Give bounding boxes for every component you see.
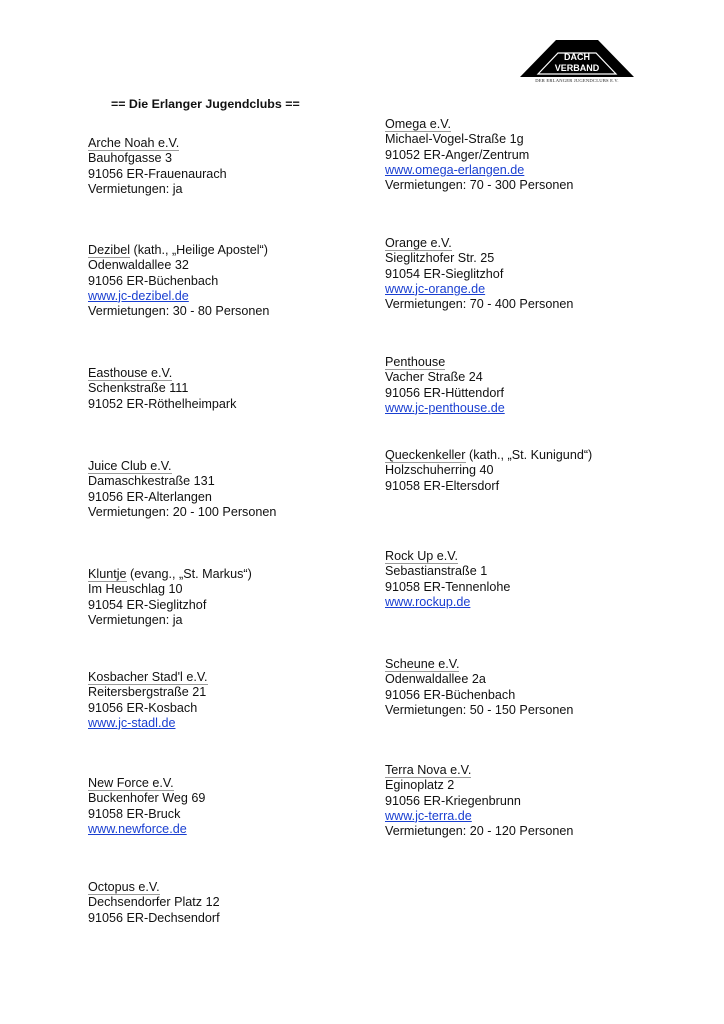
club-name: Arche Noah e.V.	[88, 136, 180, 150]
club-rental: Vermietungen: 30 - 80 Personen	[88, 304, 270, 319]
club-rental: Vermietungen: 20 - 100 Personen	[88, 504, 277, 519]
club-entry-octopus	[88, 880, 220, 926]
club-affiliation: (kath., „St. Kunigund“)	[465, 448, 593, 462]
club-rental: Vermietungen: 20 - 120 Personen	[385, 824, 574, 839]
club-city: 91058 ER-Bruck	[88, 806, 181, 821]
club-entry-rock-up	[385, 549, 510, 610]
page-heading: == Die Erlanger Jugendclubs ==	[111, 97, 300, 111]
club-name: Rock Up e.V.	[385, 549, 459, 563]
club-website-link[interactable]: www.jc-terra.de	[385, 808, 472, 823]
club-address: Dechsendorfer Platz 12	[88, 895, 220, 910]
club-address: Reitersbergstraße 21	[88, 685, 207, 700]
club-address: Sieglitzhofer Str. 25	[385, 251, 495, 266]
club-name: Dezibel	[88, 243, 130, 257]
club-name: Easthouse e.V.	[88, 366, 173, 380]
club-entry-dezibel	[88, 243, 269, 319]
club-address: Schenkstraße 111	[88, 381, 189, 396]
club-address: Holzschuherring 40	[385, 463, 494, 478]
club-entry-penthouse	[385, 355, 505, 416]
club-entry-kosbacher-stadl	[88, 670, 208, 731]
club-city: 91056 ER-Büchenbach	[385, 687, 516, 702]
roof-logo-icon	[518, 38, 636, 78]
club-city: 91056 ER-Büchenbach	[88, 273, 219, 288]
club-city: 91052 ER-Anger/Zentrum	[385, 147, 530, 162]
club-city: 91056 ER-Alterlangen	[88, 489, 212, 504]
club-name: Kosbacher Stad'l e.V.	[88, 670, 208, 684]
club-name: Orange e.V.	[385, 236, 452, 250]
club-name: Penthouse	[385, 355, 446, 369]
club-city: 91054 ER-Sieglitzhof	[88, 597, 207, 612]
club-entry-scheune	[385, 657, 573, 718]
club-affiliation: (kath., „Heilige Apostel“)	[130, 243, 268, 257]
club-name: Omega e.V.	[385, 117, 452, 131]
club-city: 91052 ER-Röthelheimpark	[88, 396, 237, 411]
club-address: Im Heuschlag 10	[88, 582, 183, 597]
club-city: 91054 ER-Sieglitzhof	[385, 266, 504, 281]
club-rental: Vermietungen: ja	[88, 181, 183, 196]
club-website-link[interactable]: www.jc-orange.de	[385, 281, 486, 296]
club-name: Terra Nova e.V.	[385, 763, 472, 777]
club-rental: Vermietungen: 50 - 150 Personen	[385, 702, 574, 717]
club-address: Bauhofgasse 3	[88, 151, 173, 166]
club-address: Vacher Straße 24	[385, 370, 483, 385]
club-city: 91056 ER-Frauenaurach	[88, 166, 227, 181]
club-website-link[interactable]: www.rockup.de	[385, 594, 471, 609]
club-website-link[interactable]: www.omega-erlangen.de	[385, 162, 525, 177]
club-entry-orange	[385, 236, 573, 312]
club-rental: Vermietungen: ja	[88, 612, 183, 627]
club-address: Odenwaldallee 2a	[385, 672, 486, 687]
club-address: Eginoplatz 2	[385, 778, 455, 793]
club-website-link[interactable]: www.jc-stadl.de	[88, 715, 176, 730]
club-address: Sebastianstraße 1	[385, 564, 488, 579]
logo-line2: VERBAND	[554, 63, 600, 73]
club-address: Damaschkestraße 131	[88, 474, 215, 489]
club-city: 91056 ER-Kosbach	[88, 700, 198, 715]
club-city: 91056 ER-Dechsendorf	[88, 910, 220, 925]
club-name: Juice Club e.V.	[88, 459, 172, 473]
club-address: Buckenhofer Weg 69	[88, 791, 206, 806]
club-city: 91058 ER-Eltersdorf	[385, 478, 500, 493]
club-name: Octopus e.V.	[88, 880, 160, 894]
club-city: 91058 ER-Tennenlohe	[385, 579, 511, 594]
club-entry-omega	[385, 117, 573, 193]
club-website-link[interactable]: www.jc-dezibel.de	[88, 288, 189, 303]
club-website-link[interactable]: www.newforce.de	[88, 821, 187, 836]
club-address: Odenwaldallee 32	[88, 258, 189, 273]
club-affiliation: (evang., „St. Markus“)	[126, 567, 252, 581]
logo-subtitle: DER ERLANGER JUGENDCLUBS E.V.	[535, 78, 619, 83]
club-rental: Vermietungen: 70 - 300 Personen	[385, 178, 574, 193]
club-entry-new-force	[88, 776, 205, 837]
club-entry-kluntje	[88, 567, 252, 628]
club-city: 91056 ER-Kriegenbrunn	[385, 793, 521, 808]
club-city: 91056 ER-Hüttendorf	[385, 385, 505, 400]
club-name: Kluntje	[88, 567, 127, 581]
club-name: Queckenkeller	[385, 448, 466, 462]
club-entry-terra-nova	[385, 763, 573, 839]
club-entry-arche-noah	[88, 136, 227, 197]
logo-line1: DACH	[564, 52, 590, 62]
club-rental: Vermietungen: 70 - 400 Personen	[385, 297, 574, 312]
club-website-link[interactable]: www.jc-penthouse.de	[385, 400, 505, 415]
club-name: New Force e.V.	[88, 776, 174, 790]
club-entry-queckenkeller	[385, 448, 592, 494]
dachverband-logo	[518, 38, 636, 86]
club-entry-juice-club	[88, 459, 276, 520]
club-entry-easthouse	[88, 366, 236, 412]
club-address: Michael-Vogel-Straße 1g	[385, 132, 524, 147]
club-name: Scheune e.V.	[385, 657, 460, 671]
